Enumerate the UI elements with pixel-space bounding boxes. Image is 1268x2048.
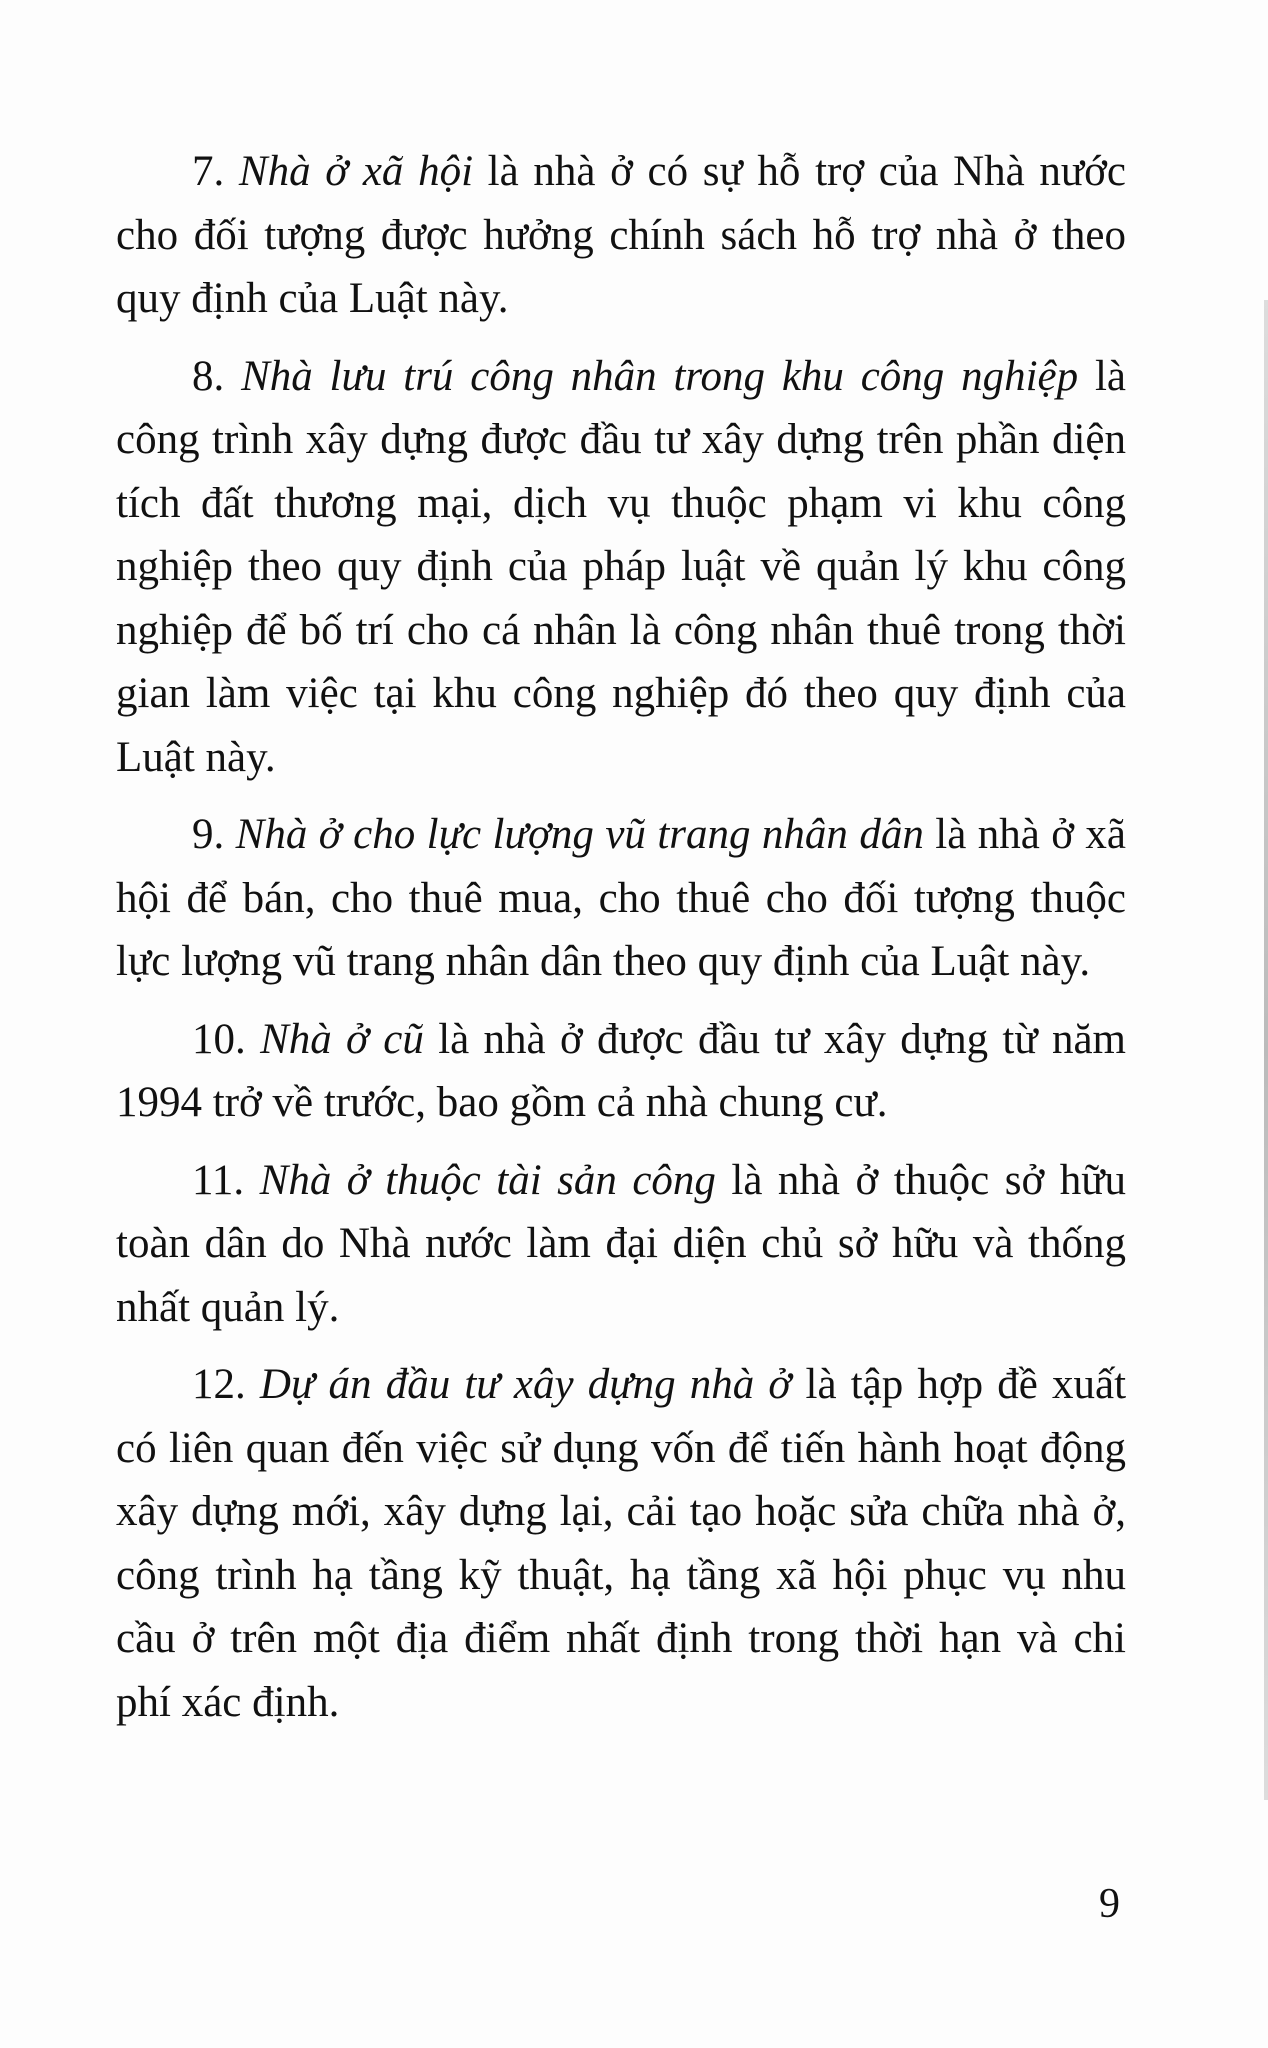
definition-body: là nhà ở được đầu tư xây dựng từ năm 1994 trở về trước, bao gồm cả nhà chung cư. (116, 1015, 1127, 1126)
defined-term: Nhà ở cho lực lượng vũ trang nhân dân (235, 811, 924, 858)
paragraph-number: 11. (192, 1156, 260, 1204)
defined-term: Nhà ở thuộc tài sản công (259, 1156, 716, 1204)
definition-paragraph-12 (116, 1353, 1126, 1734)
definition-body: là công trình xây dựng được đầu tư xây dựng trên phần diện tích đất thương mại, dịch vụ thuộc phạm vi khu công nghiệp theo quy định của pháp luật về quản lý khu công nghiệp để bố trí cho cá nhân là công nhân thuê trong thời gian làm việc tại khu công nghiệp đó theo quy định của Luật này. (116, 352, 1126, 781)
defined-term: Nhà ở cũ (260, 1015, 424, 1063)
page-edge-shadow (1264, 300, 1268, 1800)
definition-paragraph-8 (116, 345, 1126, 790)
definition-body: là tập hợp đề xuất có liên quan đến việc sử dụng vốn để tiến hành hoạt động xây dựng mới, xây dựng lại, cải tạo hoặc sửa chữa nhà ở, công trình hạ tầng kỹ thuật, hạ tầng xã hội phục vụ nhu cầu ở trên một địa điểm nhất định trong thời hạn và chi phí xác định. (116, 1361, 1127, 1726)
defined-term: Dự án đầu tư xây dựng nhà ở (259, 1361, 792, 1408)
definition-body: là nhà ở có sự hỗ trợ của Nhà nước cho đối tượng được hưởng chính sách hỗ trợ nhà ở theo quy định của Luật này. (116, 148, 1126, 322)
definition-body: là nhà ở xã hội để bán, cho thuê mua, cho thuê cho đối tượng thuộc lực lượng vũ trang nhân dân theo quy định của Luật này. (116, 811, 1126, 985)
definition-paragraph-11 (116, 1149, 1126, 1340)
definitions-text (116, 140, 1126, 1748)
paragraph-number: 8. (192, 352, 242, 400)
paragraph-number: 9. (192, 811, 236, 858)
definition-paragraph-9 (116, 803, 1126, 994)
paragraph-number: 7. (192, 148, 239, 195)
defined-term: Nhà ở xã hội (238, 148, 474, 195)
paragraph-number: 10. (192, 1015, 261, 1063)
defined-term: Nhà lưu trú công nhân trong khu công nghiệp (241, 352, 1079, 400)
definition-body: là nhà ở thuộc sở hữu toàn dân do Nhà nước làm đại diện chủ sở hữu và thống nhất quản lý. (116, 1156, 1127, 1331)
page-number: 9 (1099, 1881, 1120, 1927)
paragraph-number: 12. (192, 1361, 260, 1408)
definition-paragraph-10 (116, 1008, 1126, 1135)
definition-paragraph-7 (116, 140, 1126, 331)
